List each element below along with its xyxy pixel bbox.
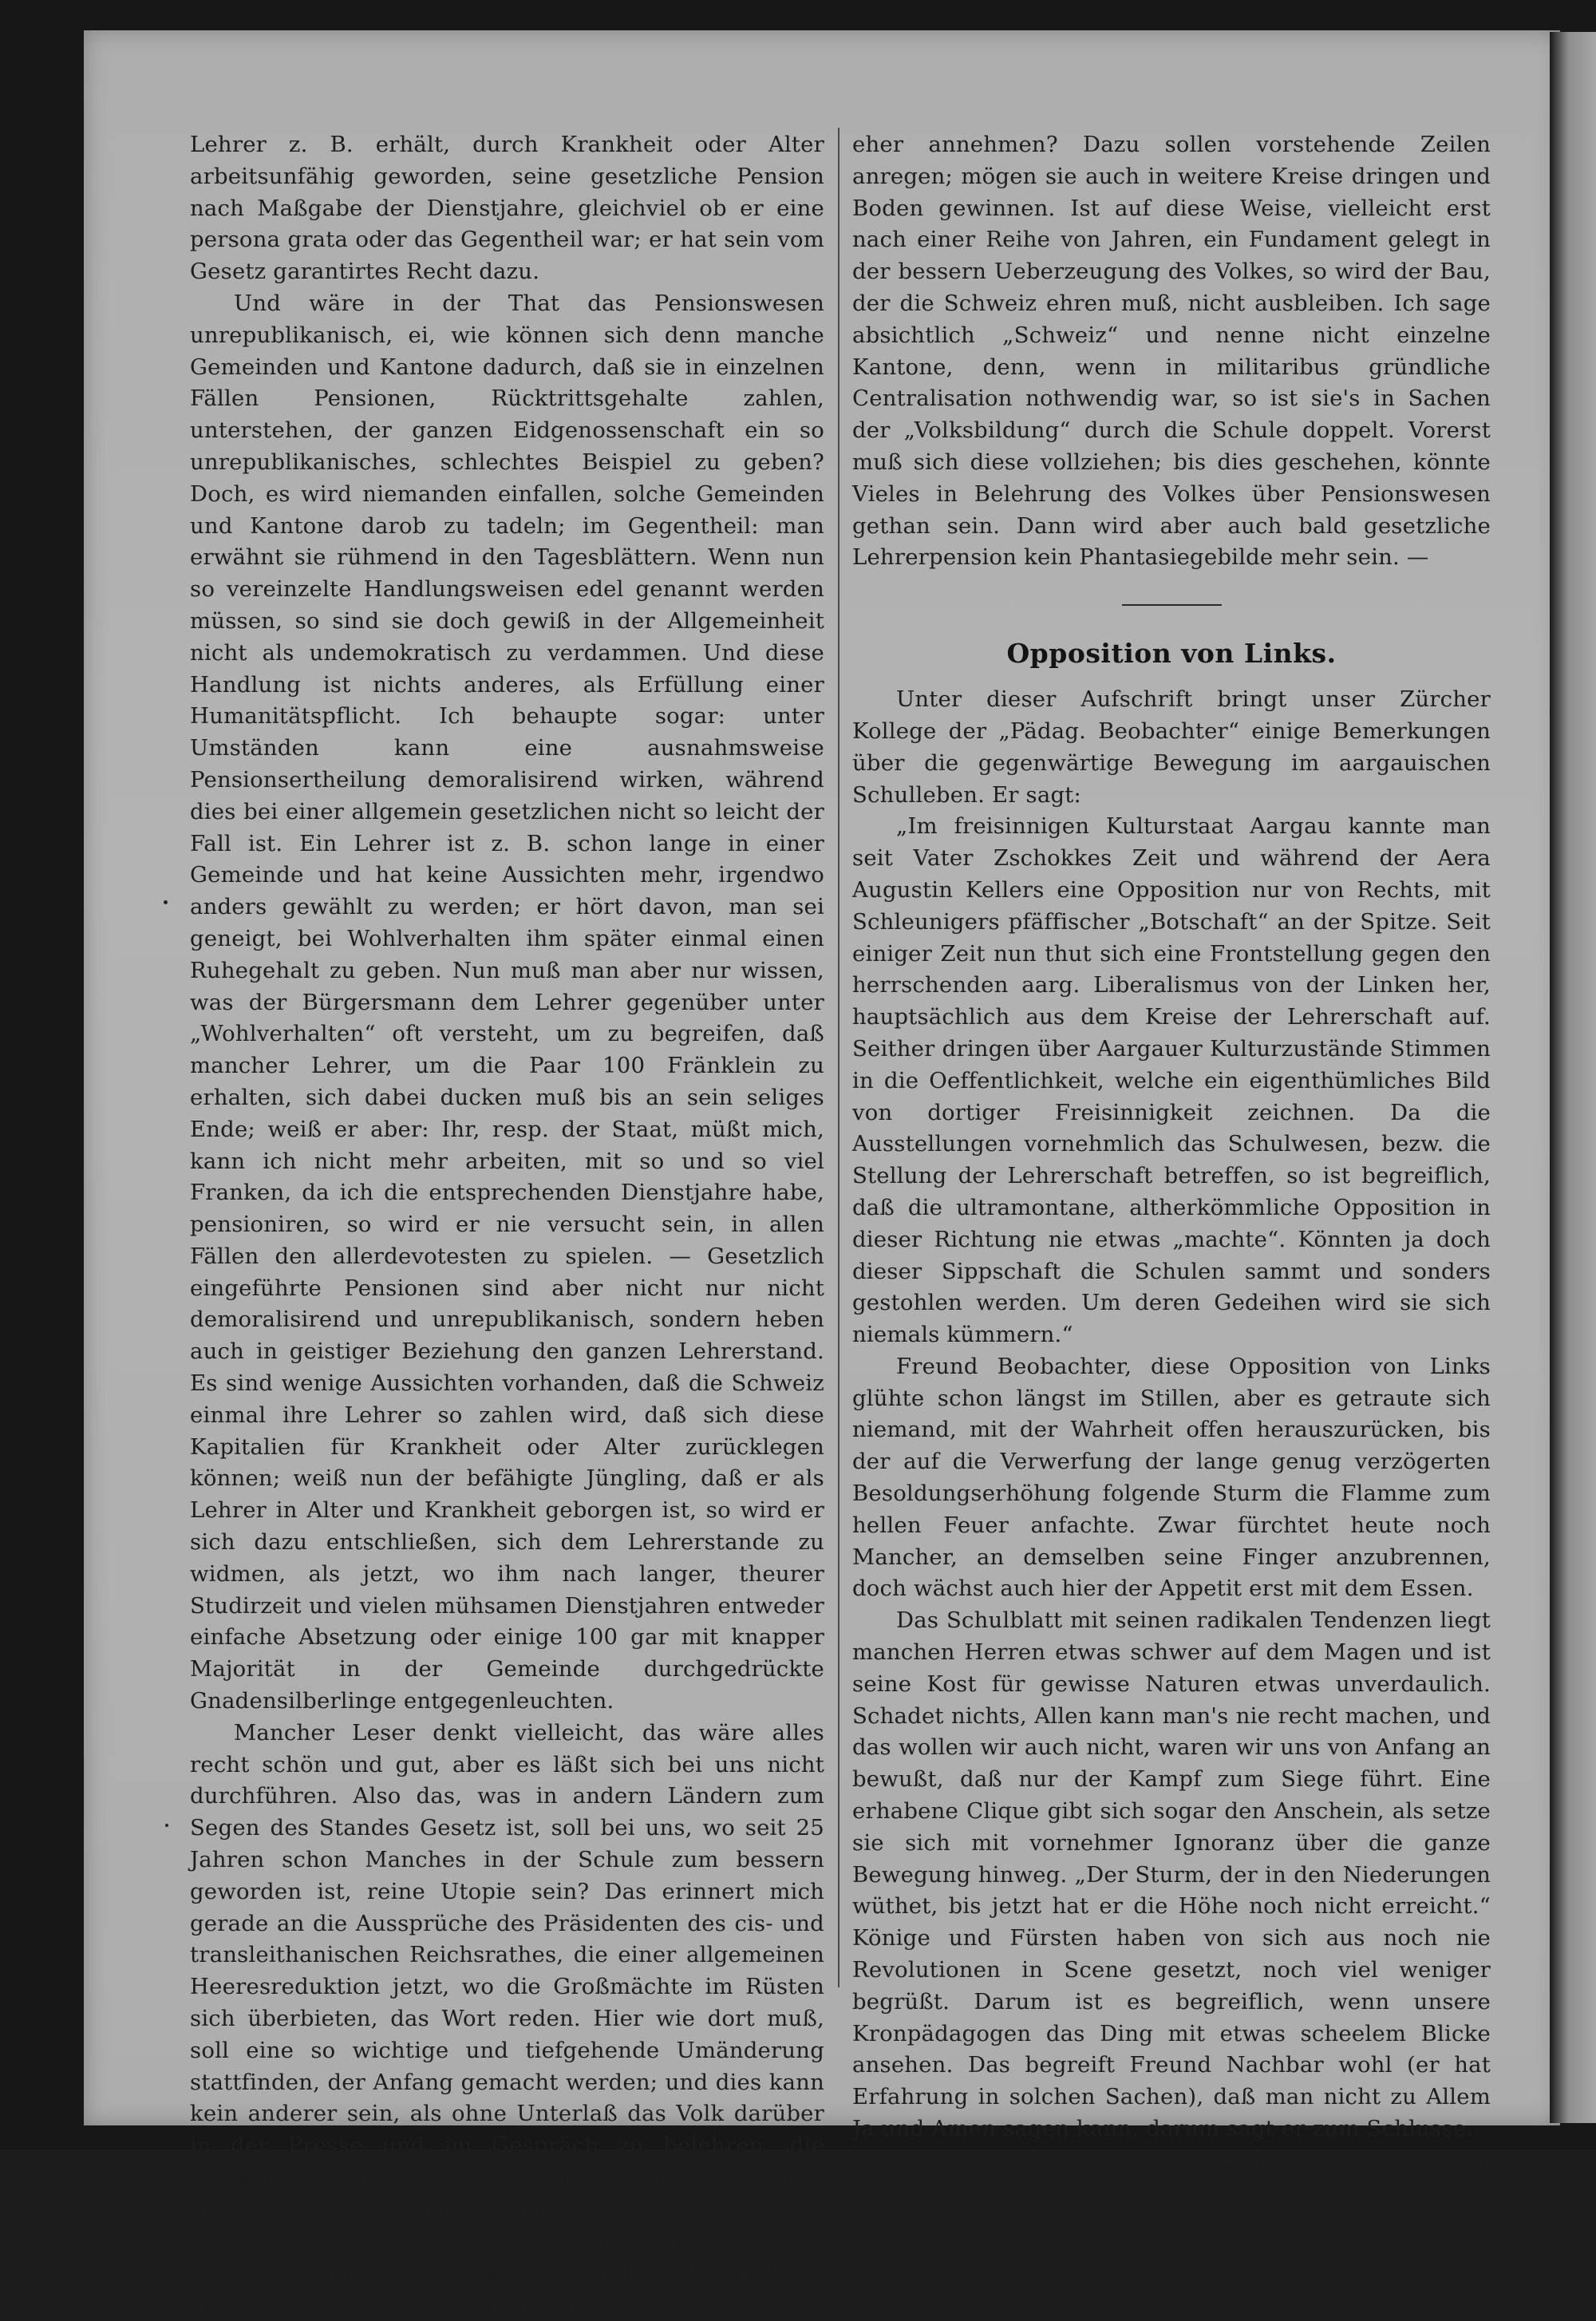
- right-column: [852, 129, 1491, 2177]
- right-paragraph-3: Freund Beobachter, diese Opposition von Links glühte schon längst im Stillen, aber es getraute sich niemand, mit der Wahrheit offen herauszurücken, bis der auf die Verwerfung der lange genug verzögerten Besoldungserhöhung folgende Sturm die Flamme zum hellen Feuer anfachte. Zwar fürchtet heute noch Mancher, an demselben seine Finger anzubrennen, doch wächst auch hier der Appetit erst mit dem Essen.: [852, 1353, 1491, 1602]
- scan-speck: [165, 1824, 168, 1827]
- right-paragraph-4: Das Schulblatt mit seinen radikalen Tendenzen liegt manchen Herren etwas schwer auf dem Magen und ist seine Kost für gewisse Naturen etwas unverdaulich. Schadet nichts, Allen kann man's nie recht machen, und das wollen wir auch nicht, waren wir uns von Anfang an bewußt, daß nur der Kampf zum Siege führt. Eine erhabene Clique gibt sich sogar den Anschein, als setze sie sich mit vornehmer Ignoranz über die ganze Bewegung hinweg. „Der Sturm, der in den Niederungen wüthet, bis jetzt hat er die Höhe noch nicht erreicht.“ Könige und Fürsten haben von sich aus noch nie Revolutionen in Scene gesetzt, noch viel weniger begrüßt. Darum ist es begreiflich, wenn unsere Kronpädagogen das Ding mit etwas scheelem Blicke ansehen. Das begreift Freund Nachbar wohl (er hat Erfahrung in solchen Sachen), daß man nicht zu Allem Ja und Amen sagen kann, darum sagt er zum Schlusse:: [852, 1607, 1491, 2142]
- column-divider: [838, 128, 839, 1987]
- right-paragraph-1: Unter dieser Aufschrift bringt unser Zürcher Kollege der „Pädag. Beobachter“ einige Bemerkungen über die gegenwärtige Bewegung im aargauischen Schulleben. Er sagt:: [852, 686, 1491, 808]
- section-title: Opposition von Links.: [1006, 638, 1337, 670]
- left-paragraph-2: Und wäre in der That das Pensionswesen unrepublikanisch, ei, wie können sich denn manche Gemeinden und Kantone dadurch, daß sie in einzelnen Fällen Pensionen, Rücktrittsgehalte zahlen, unterstehen, der ganzen Eidgenossenschaft ein so unrepublikanisches, schlechtes Beispiel zu geben? Doch, es wird niemanden einfallen, solche Gemeinden und Kantone darob zu tadeln; im Gegentheil: man erwähnt sie rühmend in den Tagesblättern. Wenn nun so vereinzelte Handlungsweisen edel genannt werden müssen, so sind sie doch gewiß in der Allgemeinheit nicht als undemokratisch zu verdammen. Und diese Handlung ist nichts anderes, als Erfüllung einer Humanitätspflicht. Ich behaupte sogar: unter Umständen kann eine ausnahmsweise Pensionsertheilung demoralisirend wirken, während dies bei einer allgemein gesetzlichen nicht so leicht der Fall ist. Ein Lehrer ist z. B. schon lange in einer Gemeinde und hat keine Aussichten mehr, irgendwo anders gewählt zu werden; er hört davon, man sei geneigt, bei Wohlverhalten ihm später einmal einen Ruhegehalt zu geben. Nun muß man aber nur wissen, was der Bürgersmann dem Lehrer gegenüber unter „Wohlverhalten“ oft versteht, um zu begreifen, daß mancher Lehrer, um die Paar 100 Fränklein zu erhalten, sich dabei ducken muß bis an sein seliges Ende; weiß er aber: Ihr, resp. der Staat, müßt mich, kann ich nicht mehr arbeiten, mit so und so viel Franken, da ich die entsprechenden Dienstjahre habe, pensioniren, so wird er nie versucht sein, in allen Fällen den allerdevotesten zu spielen. — Gesetzlich eingeführte Pensionen sind aber nicht nur nicht demoralisirend und unrepublikanisch, sondern heben auch in geistiger Beziehung den ganzen Lehrerstand. Es sind wenige Aussichten vorhanden, daß die Schweiz einmal ihre Lehrer so zahlen wird, daß sich diese Kapitalien für Krankheit oder Alter zurücklegen können; weiß nun der befähigte Jüngling, daß er als Lehrer in Alter und Krankheit geborgen ist, so wird er sich dazu entschließen, sich dem Lehrerstande zu widmen, als jetzt, wo ihm nach langer, theurer Studirzeit und vielen mühsamen Dienstjahren entweder einfache Absetzung oder einige 100 gar mit knapper Majorität in der Gemeinde durchgedrückte Gnadensilberlinge entgegenleuchten.: [190, 290, 824, 1714]
- left-column: [190, 129, 824, 2321]
- scan-speck: [164, 900, 168, 904]
- right-paragraph-5: „Darüber wird sich zur Zeit Niemand mehr im Ernst: [896, 2147, 1488, 2173]
- adjacent-page-edge: [1550, 32, 1596, 2123]
- right-paragraph-2: „Im freisinnigen Kulturstaat Aargau kannte man seit Vater Zschokkes Zeit und während der Aera Augustin Kellers eine Opposition nur von Rechts, mit Schleunigers pfäffischer „Botschaft“ an der Spitze. Seit einiger Zeit nun thut sich eine Frontstellung gegen den herrschenden aarg. Liberalismus von der Linken her, hauptsächlich aus dem Kreise der Lehrerschaft auf. Seither dringen über Aargauer Kulturzustände Stimmen in die Oeffentlichkeit, welche ein eigenthümliches Bild von dortiger Freisinnigkeit zeichnen. Da die Ausstellungen vornehmlich das Schulwesen, bezw. die Stellung der Lehrerschaft betreffen, so ist begreiflich, daß die ultramontane, altherkömmliche Opposition in dieser Richtung nie etwas „machte“. Könnten ja doch dieser Sippschaft die Schulen sammt und sonders gestohlen werden. Um deren Gedeihen wird sie sich niemals kümmern.“: [852, 813, 1491, 1348]
- left-paragraph-3: Mancher Leser denkt vielleicht, das wäre alles recht schön und gut, aber es läßt sich bei uns nicht durchführen. Also das, was in andern Ländern zum Segen des Standes Gesetz ist, soll bei uns, wo seit 25 Jahren schon Manches in der Schule zum bessern geworden ist, reine Utopie sein? Das erinnert mich gerade an die Aussprüche des Präsidenten des cis- und transleithanischen Reichsrathes, die einer allgemeinen Heeresreduktion jetzt, wo die Großmächte im Rüsten sich überbieten, das Wort reden. Hier wie dort muß, soll eine so wichtige und tiefgehende Umänderung stattfinden, der Anfang gemacht werden; und dies kann kein anderer sein, als ohne Unterlaß das Volk darüber in der Presse und im Gespräch zu belehren, die alteingerosteten Vorurtheile und Phrasen, und klingen sie noch so republikanisch, zu verbannen, fortschrittlich gesinnte Männer für diese Idee zu gewinnen. Und wenn damit die Lehrer nicht selbst den Anfang machen, wer wird sich der Sache: [190, 1719, 824, 2318]
- left-paragraph-1: Lehrer z. B. erhält, durch Krankheit oder Alter arbeitsunfähig geworden, seine gesetzliche Pension nach Maßgabe der Dienstjahre, gleichviel ob er eine persona grata oder das Gegentheil war; er hat sein vom Gesetz garantirtes Recht dazu.: [190, 132, 824, 285]
- right-continuation-paragraph: eher annehmen? Dazu sollen vorstehende Zeilen anregen; mögen sie auch in weitere Kreise dringen und Boden gewinnen. Ist auf diese Weise, vielleicht erst nach einer Reihe von Jahren, ein Fundament gelegt in der bessern Ueberzeugung des Volkes, so wird der Bau, der die Schweiz ehren muß, nicht ausbleiben. Ich sage absichtlich „Schweiz“ und nenne nicht einzelne Kantone, denn, wenn in militaribus gründliche Centralisation nothwendig war, so ist sie's in Sachen der „Volksbildung“ durch die Schule doppelt. Vorerst muß sich diese vollziehen; bis dies geschehen, könnte Vieles in Belehrung des Volkes über Pensionswesen gethan sein. Dann wird aber auch bald gesetzliche Lehrerpension kein Phantasiegebilde mehr sein. —: [852, 132, 1491, 571]
- section-divider-rule: [1122, 604, 1222, 606]
